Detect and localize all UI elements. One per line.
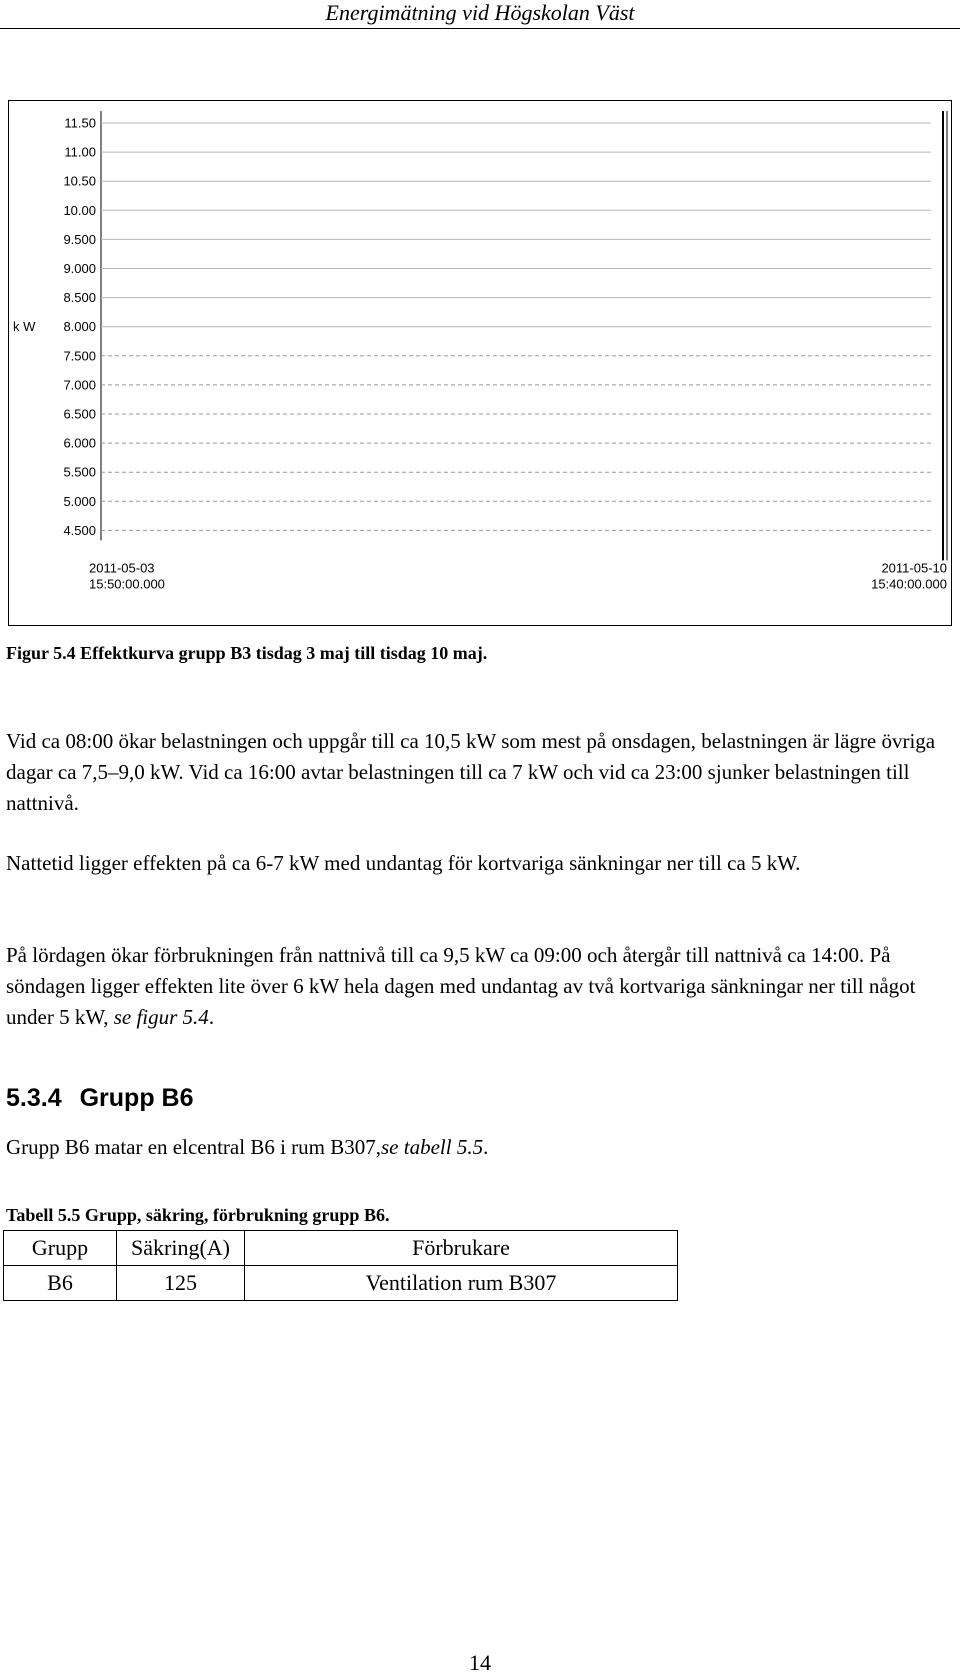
y-tick-label: 5.000 xyxy=(63,493,96,509)
y-tick-label: 11.50 xyxy=(64,115,96,131)
y-tick-label: 9.000 xyxy=(63,261,96,276)
y-tick-label: 6.500 xyxy=(63,406,96,422)
y-tick-label: 8.000 xyxy=(63,319,96,335)
figure-caption: Figur 5.4 Effektkurva grupp B3 tisdag 3 maj till tisdag 10 maj. xyxy=(6,643,488,663)
y-tick-label: 5.500 xyxy=(63,464,96,480)
group-b6-table xyxy=(3,1230,678,1301)
y-axis-label: k W xyxy=(13,319,36,335)
header-forbrukare: Förbrukare xyxy=(245,1231,678,1266)
cell-grupp: B6 xyxy=(4,1266,117,1301)
y-tick-label: 7.000 xyxy=(63,377,96,393)
page-number: 14 xyxy=(469,1650,491,1675)
power-chart xyxy=(9,101,951,625)
table-caption: Tabell 5.5 Grupp, säkring, förbrukning grupp B6. xyxy=(6,1205,390,1225)
header-grupp: Grupp xyxy=(4,1231,117,1266)
y-tick-label: 10.00 xyxy=(63,202,96,218)
y-tick-label: 10.50 xyxy=(63,173,96,189)
table-reference: se tabell 5.5 xyxy=(381,1135,484,1159)
table-row xyxy=(4,1266,678,1301)
x-end-date: 2011-05-10 xyxy=(881,560,947,576)
y-tick-label: 6.000 xyxy=(63,435,96,451)
x-end-time: 15:40:00.000 xyxy=(871,576,947,592)
section-number: 5.3.4 xyxy=(6,1084,62,1112)
paragraph-night-load: Nattetid ligger effekten på ca 6-7 kW med undantag för kortvariga sänkningar ner till ca 5 kW. xyxy=(6,851,801,875)
section-heading xyxy=(6,1084,194,1113)
cell-sakring: 125 xyxy=(117,1266,245,1301)
header-sakring: Säkring(A) xyxy=(117,1231,245,1266)
cell-forbrukare: Ventilation rum B307 xyxy=(245,1266,678,1301)
chart-frame xyxy=(8,100,952,626)
running-header: Energimätning vid Högskolan Väst xyxy=(0,0,960,29)
figure-reference: se figur 5.4 xyxy=(113,1005,209,1029)
paragraph-group-b6: Grupp B6 matar en elcentral B6 i rum B307,se tabell 5.5. xyxy=(6,1135,489,1159)
section-title: Grupp B6 xyxy=(79,1084,194,1112)
table-header-row xyxy=(4,1231,678,1266)
paragraph-weekend-text: På lördagen ökar förbrukningen från nattnivå till ca 9,5 kW ca 09:00 och återgår till nattnivå ca 14:00. På söndagen ligger effekten lite över 6 kW hela dagen med undantag av två kortvariga sänkningar ner till något under 5 kW, xyxy=(6,943,916,1029)
y-tick-label: 9.500 xyxy=(63,231,96,247)
y-tick-label: 8.500 xyxy=(63,290,96,306)
y-tick-label: 11.00 xyxy=(64,144,96,160)
x-start-date: 2011-05-03 xyxy=(89,560,155,576)
paragraph-load-pattern: Vid ca 08:00 ökar belastningen och uppgår till ca 10,5 kW som mest på onsdagen, belastningen är lägre övriga dagar ca 7,5–9,0 kW. Vid ca 16:00 avtar belastningen till ca 7 kW och vid ca 23:00 sjunker belastningen till nattnivå. xyxy=(6,729,936,815)
paragraph-weekend-load: På lördagen ökar förbrukningen från nattnivå till ca 9,5 kW ca 09:00 och återgår till nattnivå ca 14:00. På söndagen ligger effekten lite över 6 kW hela dagen med undantag av två kortvariga sänkningar ner till något under 5 kW, se figur 5.4. xyxy=(6,943,916,1029)
x-start-time: 15:50:00.000 xyxy=(89,576,165,592)
y-tick-label: 4.500 xyxy=(63,522,96,538)
y-tick-label: 7.500 xyxy=(63,348,96,364)
